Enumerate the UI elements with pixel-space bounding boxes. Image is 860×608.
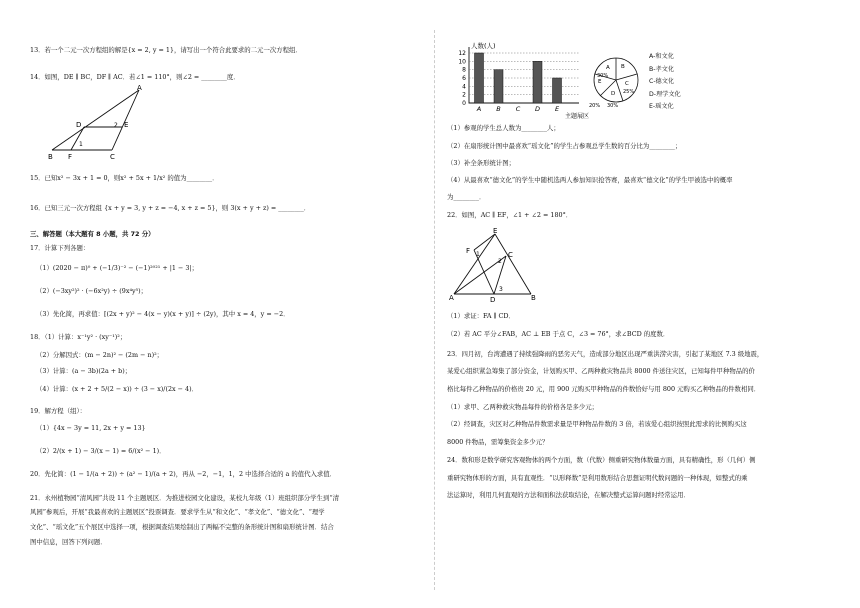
pie-pct-c: 25% [623, 89, 635, 95]
question-14: 14．如图，DE ∥ BC，DF ∥ AC．若∠1 = 110°，则∠2 = ________度． [30, 73, 240, 81]
q22-label-c: C [508, 251, 513, 259]
bar-y-label: 人数(人) [471, 42, 496, 50]
q22-label-a: A [449, 294, 454, 302]
q22-figure [449, 224, 549, 304]
question-19-1: （1）{4x − 3y = 11, 2x + y = 13} [36, 424, 146, 432]
bar-y-tick: 2 [462, 91, 466, 99]
legend-item-d: D-理学文化 [649, 90, 681, 98]
bar-y-tick: 0 [462, 100, 466, 107]
question-18-4: （4）计算：(x + 2 + 5/(2 − x)) ÷ (3 − x)/(2x − 4)． [36, 385, 198, 393]
question-23-line-3: 格比每件乙种物品的价格贵 20 元，用 900 元购买甲种物品的件数恰好与用 800 元购买乙种物品的件数相同． [447, 385, 761, 393]
question-19: 19．解方程（组）： [30, 407, 87, 415]
question-24-line-1: 24．数和形是数学研究客观物体的两个方面，数（代数）侧重研究物体数量方面，具有精确性，形（几何）侧 [447, 456, 756, 464]
question-23-line-1: 23．四月初，台湾遭遇了持续强降雨的恶劣天气，造成部分地区出现严重洪涝灾害，引起了某地区 7.3 级地震， [447, 350, 764, 358]
q14-label-2: 2 [114, 122, 118, 129]
q14-label-a: A [137, 84, 142, 92]
q22-label-f: F [466, 247, 471, 255]
pie-legend [649, 51, 681, 114]
question-24-line-3: 法运算时，利用几何直观的方法和面积法获取结论，在解决整式运算问题时经常运用． [447, 491, 690, 499]
bar-x-label: 主题展区 [565, 113, 590, 120]
bar-x-tick-d: D [534, 105, 541, 113]
question-23-1: （1）求甲、乙两种救灾物品每件的价格各是多少元； [447, 403, 599, 411]
question-22-1: （1）求证：FA ∥ CD． [447, 312, 515, 320]
legend-item-c: C-德文化 [649, 78, 675, 86]
question-23-line-2: 某爱心组织紧急筹集了部分资金，计划购买甲、乙两种救灾物品共 8000 件送往灾区，已知每件甲种物品的价 [447, 367, 755, 375]
question-18-1: 18．（1）计算：x⁻¹y² · (xy⁻¹)²； [30, 333, 127, 341]
bar-e [553, 78, 562, 103]
pie-label-b: B [621, 64, 625, 70]
q14-label-c: C [110, 153, 115, 161]
q22-label-1: 1 [476, 251, 480, 258]
bar-x-tick-e: E [554, 105, 560, 113]
q14-label-1: 1 [79, 141, 83, 148]
question-22: 22．如图，AC ∥ EF，∠1 + ∠2 = 180°． [447, 211, 573, 219]
question-16: 16．已知三元一次方程组 {x + y = 3, y + z = −4, x + z = 5}，则 3(x + y + z) = ________． [30, 204, 311, 212]
pie-pct-e: 20% [589, 103, 601, 109]
pie-chart [587, 52, 647, 112]
question-21-1: （1）参观的学生总人数为________人； [447, 124, 560, 132]
pie-label-e: E [598, 79, 602, 85]
bar-y-tick: 4 [462, 83, 466, 91]
pie-pct-a: 30% [597, 73, 609, 79]
bar-b [494, 70, 503, 103]
question-21-line-1: 21．永州植物园“清风园”共设 11 个主题展区．为推进校园文化建设，某校九年级（1）班组织部分学生到“清 [30, 494, 339, 502]
pie-label-d: D [611, 91, 616, 97]
q22-label-3: 3 [499, 286, 503, 293]
bar-d [533, 61, 542, 103]
question-17: 17．计算下列各题： [30, 244, 90, 252]
question-18-2: （2）分解因式：(m − 2n)² − (2m − n)²； [36, 351, 164, 359]
bar-chart [453, 40, 603, 120]
question-18-3: （3）计算：(a − 3b)(2a + b)； [36, 367, 132, 375]
bar-x-tick-b: B [496, 105, 501, 113]
q22-label-2: 2 [498, 258, 502, 265]
question-21-4-line-1: （4）从最喜欢“德文化”的学生中随机选两人参加知识抢答赛，最喜欢“德文化”的学生甲被选中的概率 [447, 176, 733, 184]
bar-y-tick: 12 [458, 50, 466, 57]
question-21-4-line-2: 为________． [447, 193, 486, 201]
q14-label-b: B [48, 153, 53, 161]
question-21-2: （2）在扇形统计图中最喜欢“瑶文化”的学生占参观总学生数的百分比为________； [447, 142, 682, 150]
bar-y-tick: 8 [462, 66, 466, 74]
question-19-2: （2）2/(x + 1) − 3/(x − 1) = 6/(x² − 1)． [36, 447, 166, 455]
q22-label-b: B [531, 294, 536, 302]
q14-figure [44, 84, 154, 162]
pie-label-c: C [625, 81, 629, 87]
question-20: 20．先化简：(1 − 1/(a + 2)) ÷ (a² − 1)/(a + 2)，再从 −2，−1，1，2 中选择合适的 a 的值代入求值． [30, 470, 337, 478]
question-15: 15．已知x² − 3x + 1 = 0，则x² + 5x + 1/x² 的值为________． [30, 174, 219, 182]
question-21-line-4: 图中信息，回答下列问题． [30, 538, 107, 546]
q14-label-e: E [124, 121, 129, 129]
question-21-line-3: 文化”、“瑶文化”五个展区中选择一项，根据调查结果绘制出了两幅不完整的条形统计图和扇形统计图．结合 [30, 523, 334, 531]
question-24-line-2: 重研究物体形的方面，具有直观性．“以形释数”是利用数形结合思想证明代数问题的一种体现，如整式的乘 [447, 474, 748, 482]
question-17-1: （1）(2020 − π)⁰ + (−1/3)⁻² − (−1)²⁰²¹ + |1 − 3|； [36, 264, 198, 272]
legend-item-a: A-和文化 [649, 53, 674, 60]
question-23-2-line-2: 8000 件物品，需筹集资金多少元？ [447, 438, 549, 446]
bar-a [475, 53, 484, 103]
q22-label-e: E [493, 227, 498, 235]
pie-pct-d: 30% [607, 103, 619, 109]
section-3-heading: 三、解答题（本大题有 8 小题，共 72 分） [30, 230, 155, 238]
legend-item-e: E-瑶文化 [649, 103, 674, 111]
bar-y-tick: 6 [462, 75, 466, 82]
question-17-2: （2）(−3xy²)² · (−6x²y) ÷ (9x⁴y⁵)； [36, 287, 148, 295]
question-17-3: （3）先化简，再求值：[(2x + y)² − 4(x − y)(x + y)] ÷ (2y)，其中 x = 4，y = −2． [36, 310, 290, 318]
q14-label-d: D [76, 121, 82, 129]
legend-item-b: B-孝文化 [649, 65, 675, 73]
bar-y-tick: 10 [458, 58, 466, 66]
question-13: 13．若一个二元一次方程组的解是{x = 2, y = 1}，请写出一个符合此要求的二元一次方程组． [30, 46, 302, 54]
question-21-line-2: 风园”参观后，开展“我最喜欢的主题展区”投票调查．要求学生从“和文化”、“孝文化”、“德文化”、“理学 [30, 508, 325, 516]
question-23-2-line-1: （2）经调查，灾区对乙种物品件数需求量是甲种物品件数的 3 倍，若该爱心组织按照此需求的比例购买这 [447, 420, 747, 428]
question-21-3: （3）补全条形统计图； [447, 159, 515, 167]
question-22-2: （2）若 AC 平分∠FAB，AC ⊥ EB 于点 C，∠3 = 76°，求∠BCD 的度数． [447, 330, 670, 338]
q22-label-d: D [490, 296, 496, 304]
bar-x-tick-c: C [515, 105, 521, 113]
pie-label-a: A [606, 65, 610, 71]
q14-label-f: F [68, 153, 73, 161]
bar-x-tick-a: A [476, 105, 482, 113]
column-separator [434, 30, 435, 590]
